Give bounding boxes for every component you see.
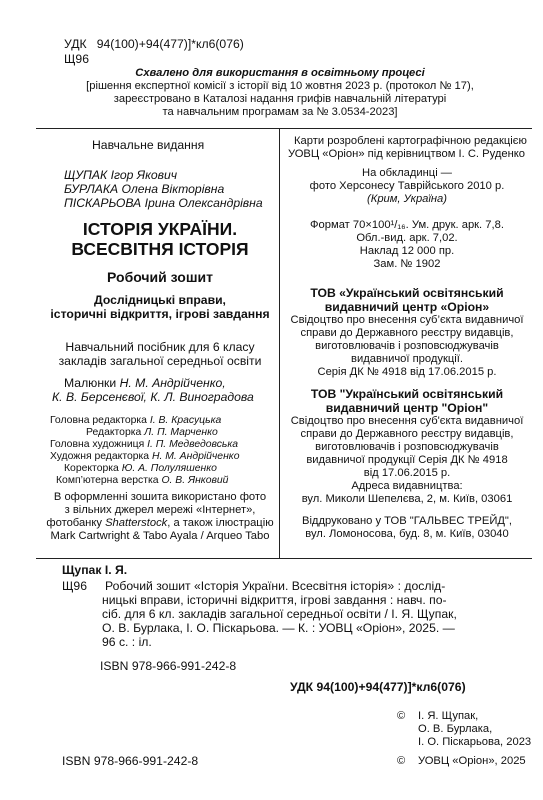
staff-line: Головна художниця І. П. Медведовська [50,439,239,451]
approval-line: зареєстровано в Каталозі надання грифів навчальній літературі [113,93,447,105]
catalog-description: Робочий зошит «Історія України. Всесвітня історія» : дослід- ницькі вправи, історичні відкриття, ігрові завдання : навч. по- сіб. для 6 кл. закладів загальної середньої освіти / І. Я. Щупак, О. В. Бурлака, І. О. Піскарьова. — К. : УОВЦ «Оріон», 2025. — 96 с. : іл. [102,579,457,649]
photo-credits: В оформленні зошита використано фото з вільних джерел мережі «Інтернет», фотобанку Shatterstock, а також ілюстрацію Mark Cartwright & Tabo Ayala / Arqueo Tabo [46,491,274,542]
approval-title: Схвалено для використання в освітньому процесі [135,67,425,79]
printer-info: Віддруковано у ТОВ "ГАЛЬВЕС ТРЕЙД", вул. Ломоносова, буд. 8, м. Київ, 03040 [301,515,513,540]
format-info: Формат 70×100¹/₁₆. Ум. друк. арк. 7,8. Обл.-вид. арк. 7,02. Наклад 12 000 пр. Зам. № 1902 [310,219,504,270]
catalog-index: Щ96 [62,579,87,593]
authors-list [64,168,263,210]
book-subtitle-2: Дослідницькі вправи, історичні відкриття, ігрові завдання [50,293,270,321]
copyright-publisher: УОВЦ «Оріон», 2025 [418,755,526,767]
horizontal-divider-top [36,128,532,129]
approval-line: та навчальним програмам за № 3.0534-2023] [162,106,398,118]
staff-line: Редакторка Л. П. Марченко [86,427,218,439]
staff-line: Головна редакторка І. В. Красуцька [50,415,222,426]
catalog-udk: УДК 94(100)+94(477)]*кл6(076) [290,680,466,694]
book-title [40,219,280,259]
staff-list [50,415,240,488]
maps-credit: Карти розроблені картографічною редакцією УОВЦ «Оріон» під керівництвом І. С. Руденко [288,135,527,160]
udk-top [64,37,244,51]
copyright-list: І. Я. Щупак, О. В. Бурлака, І. О. Піскарьова, 2023 [418,710,532,748]
publisher-1: ТОВ «Український освітянський видавничий центр «Оріон» Свідоцтво про внесення суб’єкта видавничої справи до Державного реєстру видавців, виготовлювачів і розповсюджувачів видавничої продукції. Серія ДК № 4918 від 17.06.2015 р. [290,286,524,378]
udk-code: 94(100)+94(477)]*кл6(076) [96,37,244,51]
book-subtitle: Робочий зошит [107,269,213,285]
edition-type: Навчальне видання [92,138,205,152]
copyright-symbol-1: © [397,710,406,722]
author-line: ЩУПАК Ігор Якович [64,168,178,182]
udk-index: Щ96 [64,52,89,66]
isbn-bottom: ISBN 978-966-991-242-8 [62,754,199,768]
approval-block [40,67,520,119]
horizontal-divider-bottom [36,558,532,559]
approval-line: [рішення експертної комісії з історії від 10 жовтня 2023 р. (протокол № 17), [86,80,474,92]
catalog-isbn: ISBN 978-966-991-242-8 [100,659,237,673]
staff-line: Комп’ютерна верстка О. В. Янковий [56,475,229,487]
udk-label: УДК [64,37,87,51]
purpose: Навчальний посібник для 6 класу закладів загальної середньої освіти [58,340,262,368]
catalog-author: Щупак І. Я. [62,563,128,577]
copyright-symbol-2: © [397,755,406,767]
book-title-line: ВСЕСВІТНЯ ІСТОРІЯ [71,239,249,259]
author-line: ПІСКАРЬОВА Ірина Олександрівна [64,196,263,210]
staff-line: Коректорка Ю. А. Полуляшенко [64,463,217,475]
publisher-2: ТОВ "Український освітянський видавничий центр "Оріон" Свідоцтво про внесення суб'єкта видавничої справи до Державного реєстру видавців, виготовлювачів і розповсюджувачів видавничої продукції Серія ДК № 4918 від 17.06.2015 р. Адреса видавництва: вул. Миколи Шепелєва, 2, м. Київ, 03061 [290,387,524,505]
cover-info: На обкладинці — фото Херсонесу Таврійського 2010 р. (Крим, Україна) [309,167,505,205]
book-title-line: ІСТОРІЯ УКРАЇНИ. [82,219,238,239]
author-line: БУРЛАКА Олена Вікторівна [64,182,225,196]
illustrations: Малюнки Н. М. Андрійченко, К. В. Берсенєвої, К. Л. Виноградова [52,376,254,404]
staff-line: Художня редакторка Н. М. Андрійченко [50,451,240,463]
